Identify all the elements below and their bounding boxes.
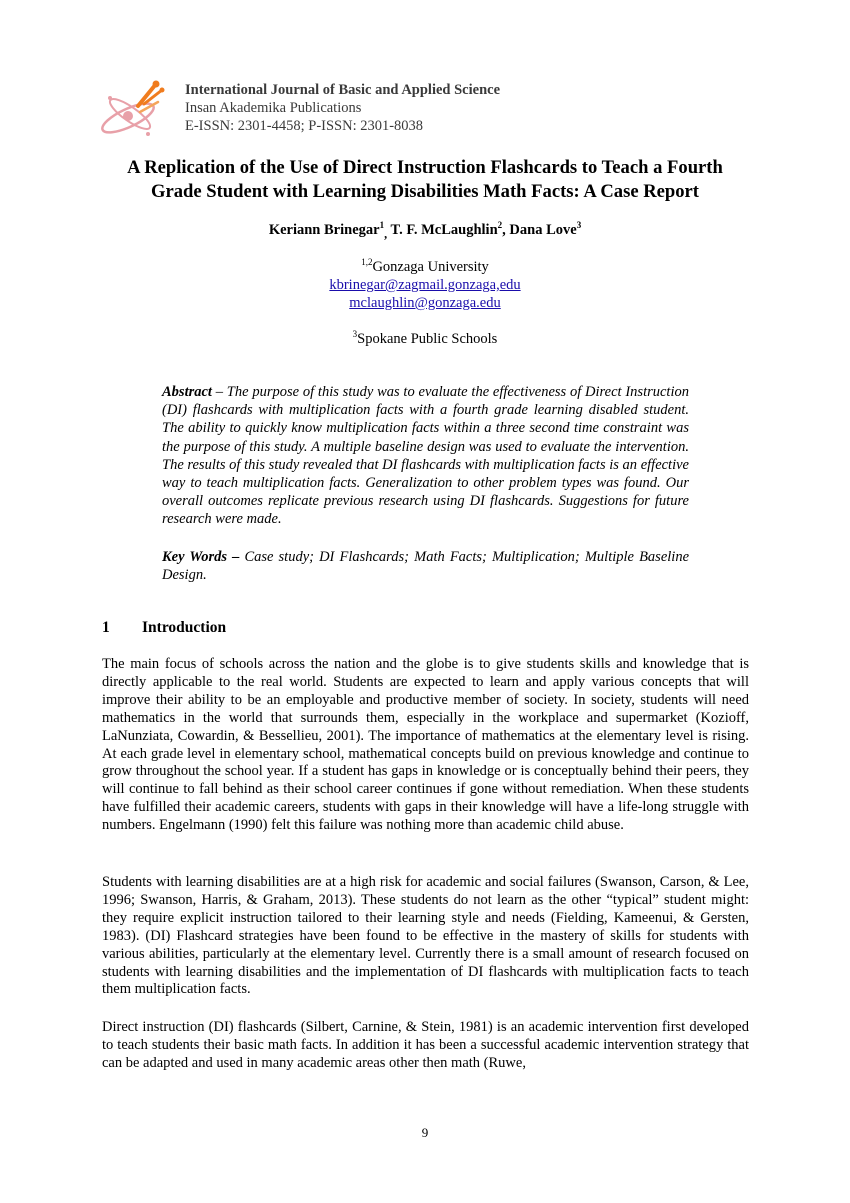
keywords-text: Case study; DI Flashcards; Math Facts; Multiplication; Multiple Baseline Design.	[162, 549, 690, 584]
author-email-link[interactable]: mclaughlin@gonzaga.edu	[349, 295, 501, 311]
journal-logo-icon	[98, 76, 168, 142]
author-affiliation-marker: 2	[497, 220, 503, 231]
affiliation-marker: 1,2	[361, 257, 373, 268]
abstract	[162, 383, 689, 529]
page-number: 9	[421, 1125, 429, 1140]
author-affiliation-marker: 1	[379, 220, 385, 231]
body-paragraph: The main focus of schools across the nation and the globe is to give students skills and knowledge that is directly applicable to the real world. Students are expected to learn and apply various concepts that will improve their ability to be an employable and productive member of society. In society, students will need mathematics in the world that surrounds them, especially in the workplace and supermarket (Kozioff, LaNunziata, Cowardin, & Bessellieu, 2001). The importance of mathematics at the elementary level is rising. At each grade level in elementary school, mathematical concepts build on previous knowledge and continue to grow throughout the school year. If a student has gaps in knowledge or is conceptually behind their peers, they will continue to fall behind as their school career continues if gone without remediation. When these students have fulfilled their academic careers, students with gaps in their knowledge will have a life-long struggle with numbers. Engelmann (1990) felt this failure was nothing more than academic child abuse.	[102, 656, 749, 834]
author-list: Keriann Brinegar$^1_,$ T. F. McLaughlin$^2$, Dana Love$^3$	[268, 220, 582, 241]
affiliation-name: Spokane Public Schools	[357, 331, 498, 347]
affiliation-gonzaga	[100, 258, 750, 312]
affiliation-name: Gonzaga University	[372, 259, 489, 275]
affiliation-marker: 3	[352, 329, 358, 340]
section-number: 1	[102, 619, 110, 636]
abstract-text: – The purpose of this study was to evaluate the effectiveness of Direct Instruction (DI) flashcards with multiplication facts with a fourth grade learning disabled student. The ability to quickly know multiplication facts within a three second time constraint was the purpose of this study. A multiple baseline design was used to evaluate the intervention. The results of this study revealed that DI flashcards with multiplication facts is an effective way to teach multiplication facts. Generalization to other problem types was found. Our overall outcomes replicate previous research using DI flashcards. Suggestions for future research were made.	[162, 384, 689, 528]
author-email-link[interactable]: kbrinegar@zagmail.gonzaga,edu	[329, 277, 521, 293]
journal-name: International Journal of Basic and Applied Science	[185, 82, 501, 98]
journal-issn: E-ISSN: 2301-4458; P-ISSN: 2301-8038	[185, 118, 424, 134]
journal-header	[98, 74, 618, 144]
author-name: Keriann Brinegar	[268, 222, 380, 238]
section-title: Introduction	[142, 619, 227, 636]
body-paragraph: Students with learning disabilities are at a high risk for academic and social failures (Swanson, Carson, & Lee, 1996; Swanson, Harris, & Graham, 2013). These students do not learn as the other “typical” student might: they require explicit instruction tailored to their learning style and needs (Fielding, Kameenui, & Gersten, 1983). (DI) Flashcard strategies have been found to be effective in the mastery of skills for students with various abilities, particularly at the elementary level. Currently there is a small amount of research focused on students with learning disabilities and the implementation of DI flashcards with multiplication facts to teach them multiplication facts.	[102, 874, 749, 998]
keywords-label: Key Words –	[162, 549, 240, 565]
journal-publisher: Insan Akademika Publications	[185, 100, 362, 116]
body-paragraph: Direct instruction (DI) flashcards (Silbert, Carnine, & Stein, 1981) is an academic intervention first developed to teach students their basic math facts. In addition it has been a successful academic intervention strategy that can be adapted and used in many academic areas other then math (Ruwe,	[102, 1019, 749, 1071]
paper-title: A Replication of the Use of Direct Instruction Flashcards to Teach a Fourth Grade Student with Learning Disabilities Math Facts: A Case Report	[127, 157, 723, 202]
author-name: T. F. McLaughlin	[390, 222, 498, 238]
abstract-label: Abstract	[162, 384, 212, 400]
section-heading	[102, 619, 226, 637]
keywords	[162, 548, 689, 584]
author-name: Dana Love	[509, 222, 577, 238]
affiliation-spokane	[100, 330, 750, 348]
author-affiliation-marker: 3	[576, 220, 582, 231]
